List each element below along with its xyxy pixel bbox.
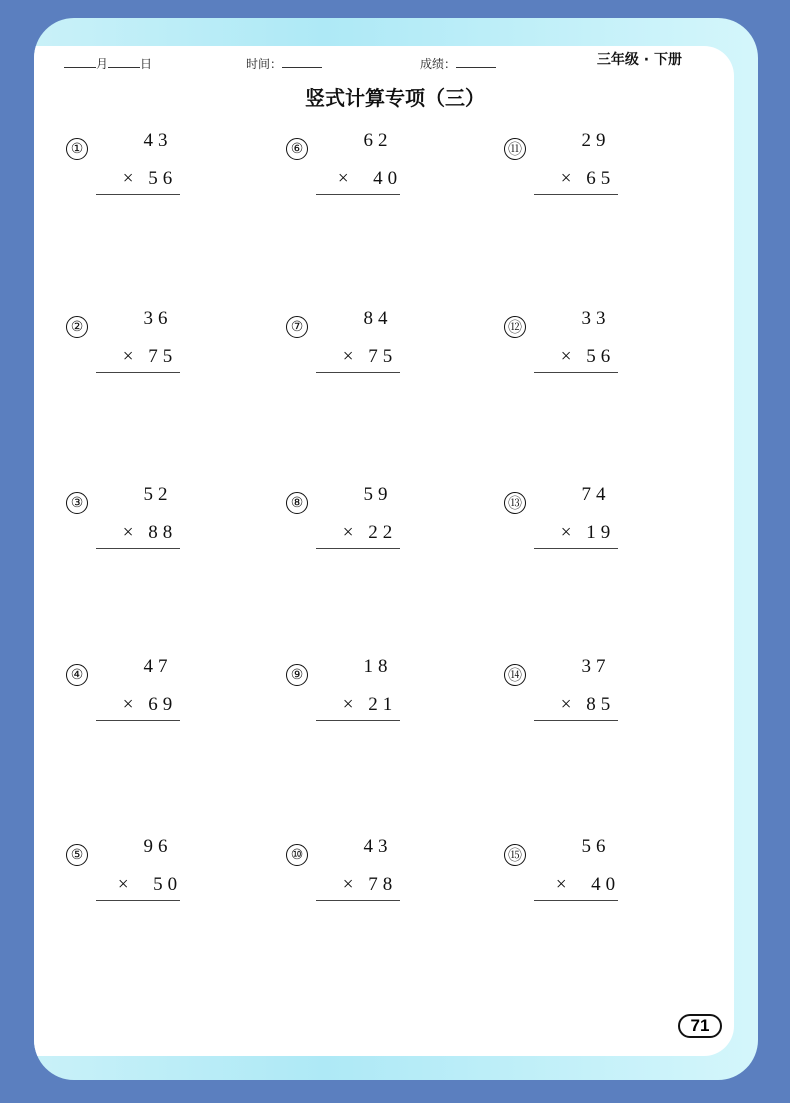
problem-number: ⑬	[504, 492, 526, 514]
multiplier: × 40	[337, 168, 403, 189]
problem-14	[504, 656, 684, 746]
multiplicand: 33	[581, 308, 611, 329]
multiplicand: 96	[143, 836, 173, 857]
answer-line[interactable]	[316, 372, 400, 373]
answer-line[interactable]	[316, 900, 400, 901]
multiplicand: 37	[581, 656, 611, 677]
multiplier: × 78	[342, 874, 398, 895]
problem-number: ⑧	[286, 492, 308, 514]
problem-3	[66, 484, 246, 574]
month-blank[interactable]	[64, 55, 96, 68]
score-field	[420, 55, 496, 72]
answer-line[interactable]	[534, 720, 618, 721]
multiplier: × 40	[555, 874, 621, 895]
multiplicand: 59	[363, 484, 393, 505]
multiplicand: 84	[363, 308, 393, 329]
problem-2	[66, 308, 246, 398]
header-row	[34, 35, 734, 75]
multiplier: × 65	[560, 168, 616, 189]
multiplicand: 74	[581, 484, 611, 505]
problem-number: ②	[66, 316, 88, 338]
problem-number: ⑩	[286, 844, 308, 866]
multiplicand: 36	[143, 308, 173, 329]
problem-11	[504, 130, 684, 220]
problem-5	[66, 836, 246, 926]
answer-line[interactable]	[316, 720, 400, 721]
problem-4	[66, 656, 246, 746]
problem-7	[286, 308, 466, 398]
problem-number: ⑭	[504, 664, 526, 686]
problem-number: ①	[66, 138, 88, 160]
score-blank[interactable]	[456, 55, 496, 68]
time-field	[246, 55, 322, 72]
answer-line[interactable]	[96, 900, 180, 901]
multiplicand: 52	[143, 484, 173, 505]
multiplicand: 56	[581, 836, 611, 857]
problem-10	[286, 836, 466, 926]
multiplier: × 19	[560, 522, 616, 543]
multiplier: × 21	[342, 694, 398, 715]
answer-line[interactable]	[534, 194, 618, 195]
multiplicand: 43	[363, 836, 393, 857]
multiplier: × 56	[560, 346, 616, 367]
multiplicand: 29	[581, 130, 611, 151]
problem-12	[504, 308, 684, 398]
month-label: 月	[96, 57, 109, 71]
problem-number: ⑤	[66, 844, 88, 866]
answer-line[interactable]	[96, 372, 180, 373]
multiplier: × 88	[122, 522, 178, 543]
problem-9	[286, 656, 466, 746]
problem-6	[286, 130, 466, 220]
page-title: 竖式计算专项（三）	[305, 86, 485, 110]
date-field	[64, 55, 152, 72]
day-label: 日	[140, 57, 153, 71]
problem-number: ⑮	[504, 844, 526, 866]
page-number: 71	[678, 1014, 722, 1038]
day-blank[interactable]	[108, 55, 140, 68]
problem-number: ⑫	[504, 316, 526, 338]
multiplier: × 50	[117, 874, 183, 895]
problem-15	[504, 836, 684, 926]
problem-number: ⑦	[286, 316, 308, 338]
multiplicand: 47	[143, 656, 173, 677]
problem-number: ⑨	[286, 664, 308, 686]
answer-line[interactable]	[96, 720, 180, 721]
problem-number: ⑪	[504, 138, 526, 160]
answer-line[interactable]	[96, 194, 180, 195]
multiplier: × 56	[122, 168, 178, 189]
grade-label: 三年级 · 下册	[596, 52, 682, 68]
answer-line[interactable]	[534, 372, 618, 373]
multiplier: × 85	[560, 694, 616, 715]
problem-13	[504, 484, 684, 574]
multiplicand: 62	[363, 130, 393, 151]
answer-line[interactable]	[316, 194, 400, 195]
score-label: 成绩：	[420, 57, 457, 71]
problem-number: ④	[66, 664, 88, 686]
multiplier: × 75	[342, 346, 398, 367]
answer-line[interactable]	[316, 548, 400, 549]
multiplier: × 69	[122, 694, 178, 715]
multiplicand: 18	[363, 656, 393, 677]
time-blank[interactable]	[282, 55, 322, 68]
answer-line[interactable]	[534, 900, 618, 901]
problem-1	[66, 130, 246, 220]
answer-line[interactable]	[534, 548, 618, 549]
time-label: 时间：	[246, 57, 283, 71]
multiplier: × 75	[122, 346, 178, 367]
problem-8	[286, 484, 466, 574]
problem-number: ③	[66, 492, 88, 514]
multiplicand: 43	[143, 130, 173, 151]
answer-line[interactable]	[96, 548, 180, 549]
problem-number: ⑥	[286, 138, 308, 160]
multiplier: × 22	[342, 522, 398, 543]
